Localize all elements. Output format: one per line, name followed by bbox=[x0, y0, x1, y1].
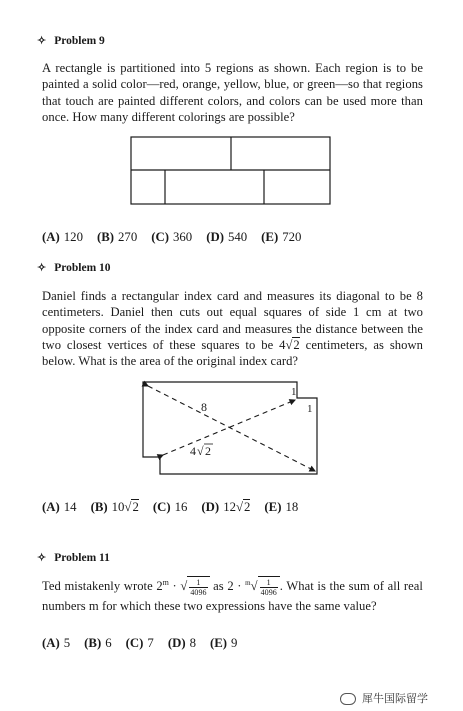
choice-label: (C) bbox=[151, 230, 169, 244]
problem11-choice-e bbox=[210, 636, 237, 651]
choice-label: (C) bbox=[152, 500, 171, 514]
problem-11-title: Problem 11 bbox=[54, 552, 110, 564]
frac-num-2: 1 bbox=[260, 578, 278, 588]
choice-label: (E) bbox=[264, 500, 282, 514]
problem-10-heading bbox=[37, 261, 111, 274]
diamond-icon: ✧ bbox=[37, 262, 47, 274]
problem10-choice-d bbox=[201, 500, 250, 515]
choice-value: 5 bbox=[63, 636, 71, 650]
choice-value: 16 bbox=[174, 500, 188, 514]
problem-9-figure bbox=[130, 136, 332, 206]
choice-root: 2 bbox=[132, 500, 139, 514]
problem-10-text-b: centimeters, as shown below. What is the area of the original index card? bbox=[42, 337, 423, 369]
problem-11-choices bbox=[42, 636, 251, 651]
watermark-text: 犀牛国际留学 bbox=[362, 692, 428, 705]
problem9-choice-c bbox=[151, 230, 192, 245]
problem11-choice-c bbox=[126, 636, 154, 651]
choice-label: (E) bbox=[209, 636, 228, 650]
problem-11-text-post: . What is the sum of all real numbers m for which these two expressions have the same value? bbox=[42, 579, 423, 613]
choice-value: 9 bbox=[231, 636, 238, 650]
problem-11-mroot-fraction bbox=[258, 576, 280, 597]
problem10-choice-b bbox=[91, 500, 139, 515]
problem9-choice-b bbox=[97, 230, 137, 245]
choice-value: 8 bbox=[189, 636, 196, 650]
choice-value: 360 bbox=[173, 230, 193, 244]
choice-value: 720 bbox=[282, 230, 302, 244]
diamond-icon: ✧ bbox=[37, 552, 47, 564]
choice-value: 7 bbox=[147, 636, 154, 650]
choice-value: 10 bbox=[111, 500, 125, 514]
problem-11-root-index: m bbox=[245, 579, 251, 587]
problem-11-as: as 2 · bbox=[209, 579, 246, 594]
label-short-sqrt: √ bbox=[197, 444, 204, 458]
problem11-choice-d bbox=[168, 636, 196, 651]
problem-9-choices bbox=[42, 230, 315, 245]
problem-11-text-pre: Ted mistakenly wrote 2 bbox=[42, 579, 163, 594]
problem-11-sqrt-fraction bbox=[187, 576, 209, 597]
choice-root: 2 bbox=[244, 500, 251, 514]
choice-value: 12 bbox=[223, 500, 236, 514]
choice-label: (E) bbox=[261, 230, 279, 244]
problem9-choice-e bbox=[261, 230, 301, 245]
choice-label: (A) bbox=[42, 230, 60, 244]
problem-10-text-a: Daniel finds a rectangular index card and measures its diagonal to be 8 centimeters. Daniel then cuts out equal squares of side 1 cm at two opposite corners of the index card and measures the distance between the two closest vertices of these squares to be 4 bbox=[42, 289, 423, 352]
label-short-root: 2 bbox=[205, 444, 211, 458]
choice-value: 6 bbox=[105, 636, 112, 650]
choice-label: (C) bbox=[125, 636, 144, 650]
choice-label: (A) bbox=[42, 636, 60, 650]
label-notch-width: 1 bbox=[307, 403, 313, 415]
problem11-choice-a bbox=[42, 636, 70, 651]
problem-9-title: Problem 9 bbox=[54, 35, 105, 47]
choice-label: (B) bbox=[96, 230, 115, 244]
frac-den: 4096 bbox=[190, 587, 207, 597]
choice-value: 18 bbox=[285, 500, 299, 514]
choice-label: (D) bbox=[206, 230, 224, 244]
frac-num: 1 bbox=[189, 578, 207, 588]
problem-11-exponent: m bbox=[162, 578, 169, 587]
problem-9-text: A rectangle is partitioned into 5 regions as shown. Each region is to be painted a solid color—red, orange, yellow, blue, or green—so that regions that touch are painted different colors, and colors can be used more than once. How many different colorings are possible? bbox=[42, 61, 423, 124]
wechat-icon bbox=[340, 693, 356, 705]
choice-label: (B) bbox=[90, 500, 108, 514]
choice-label: (D) bbox=[201, 500, 220, 514]
problem-10-figure bbox=[140, 378, 330, 478]
problem-11-heading bbox=[37, 551, 110, 564]
diamond-icon: ✧ bbox=[37, 35, 47, 47]
choice-label: (B) bbox=[84, 636, 102, 650]
problem10-choice-c bbox=[153, 500, 188, 515]
sqrt-sign: √ bbox=[235, 500, 244, 514]
choice-label: (A) bbox=[42, 500, 60, 514]
choice-value: 120 bbox=[63, 230, 83, 244]
choice-value: 14 bbox=[63, 500, 77, 514]
problem-10-title: Problem 10 bbox=[54, 262, 111, 274]
choice-value: 270 bbox=[118, 230, 138, 244]
problem10-choice-e bbox=[264, 500, 298, 515]
sqrt-sign: √ bbox=[285, 337, 293, 352]
label-short-coef: 4 bbox=[190, 444, 196, 458]
sqrt-sign: √ bbox=[124, 500, 132, 514]
problem-9-heading bbox=[37, 34, 105, 47]
label-notch-height: 1 bbox=[291, 386, 297, 398]
problem9-choice-a bbox=[42, 230, 83, 245]
choice-label: (D) bbox=[167, 636, 186, 650]
watermark bbox=[340, 690, 428, 706]
problem9-choice-d bbox=[206, 230, 247, 245]
choice-value: 540 bbox=[227, 230, 248, 244]
problem11-choice-b bbox=[84, 636, 111, 651]
label-diagonal: 8 bbox=[201, 400, 207, 414]
problem-10-choices bbox=[42, 500, 312, 515]
problem-11-text: Ted mistakenly wrote $2^m$ · √ $\frac{1}{4096}$ as 2 · $^m$√ $\frac{1}{4096}$ . What is the sum of all real numbers m for which these two expressions have the same value? bbox=[42, 577, 423, 613]
problem-10-text bbox=[42, 288, 423, 369]
problem10-choice-a bbox=[42, 500, 77, 515]
problem-10-sqrt-value: 2 bbox=[293, 337, 300, 352]
frac-den-2: 4096 bbox=[260, 587, 277, 597]
